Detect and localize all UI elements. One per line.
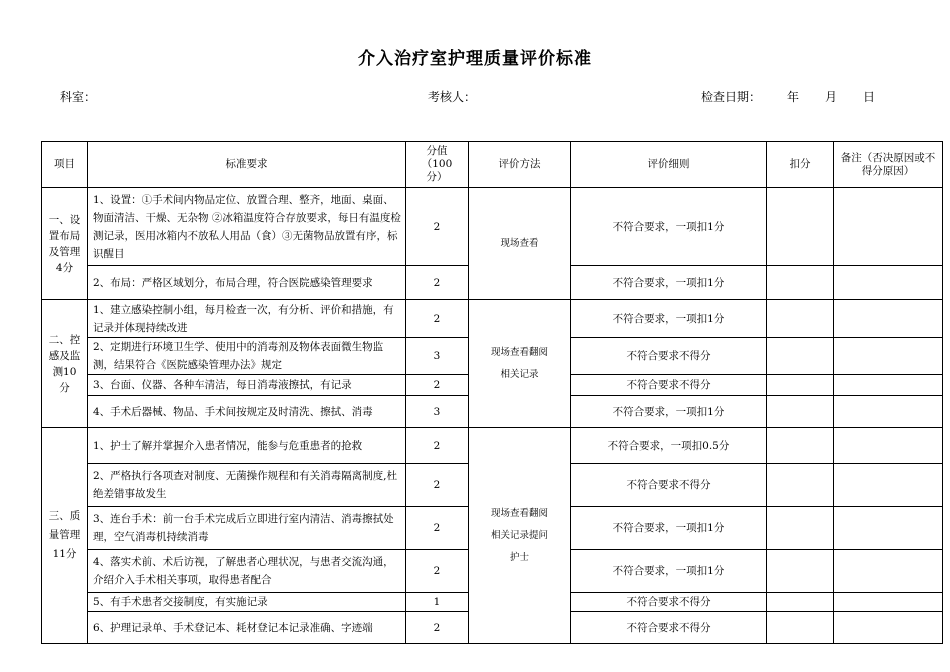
deduction-cell[interactable] [767, 266, 834, 300]
requirement-cell: 1、护士了解并掌握介入患者情况，能参与危重患者的抢救 [88, 428, 406, 464]
requirement-cell: 1、建立感染控制小组，每月检查一次，有分析、评价和措施，有记录并体现持续改进 [88, 300, 406, 338]
deduction-cell[interactable] [767, 593, 834, 612]
requirement-cell: 6、护理记录单、手术登记本、耗材登记本记录准确、字迹端 [88, 612, 406, 644]
detail-cell: 不符合要求，一项扣1分 [571, 266, 767, 300]
inspection-date-label: 检查日期： [701, 90, 762, 104]
detail-cell: 不符合要求不得分 [571, 593, 767, 612]
deduction-cell[interactable] [767, 188, 834, 266]
method-cell: 现场查看翻阅相关记录 [469, 300, 571, 428]
requirement-cell: 4、手术后器械、物品、手术间按规定及时清洗、擦拭、消毒 [88, 396, 406, 428]
header-item: 项目 [42, 142, 88, 188]
requirement-cell: 1、设置：①手术间内物品定位、放置合理、整齐，地面、桌面、物面清洁、干燥、无杂物 ②冰箱温度符合存放要求，每日有温度检测记录，医用冰箱内不放私人用品（食）③无菌物品放置有序，标识醒目 [88, 188, 406, 266]
score-cell: 2 [406, 612, 469, 644]
section-label: 一、设置布局及管理4分 [42, 188, 88, 300]
header-method: 评价方法 [469, 142, 571, 188]
remark-cell[interactable] [834, 188, 943, 266]
header-detail: 评价细则 [571, 142, 767, 188]
score-cell: 2 [406, 507, 469, 550]
requirement-cell: 5、有手术患者交接制度，有实施记录 [88, 593, 406, 612]
day-label: 日 [863, 90, 876, 104]
score-cell: 2 [406, 375, 469, 396]
year-label: 年 [787, 90, 800, 104]
requirement-cell: 2、定期进行环境卫生学、使用中的消毒剂及物体表面微生物监测，结果符合《医院感染管理办法》规定 [88, 338, 406, 375]
requirement-cell: 3、台面、仪器、各种车清洁，每日消毒液擦拭，有记录 [88, 375, 406, 396]
score-cell: 2 [406, 188, 469, 266]
detail-cell: 不符合要求，一项扣1分 [571, 188, 767, 266]
detail-cell: 不符合要求，一项扣1分 [571, 550, 767, 593]
requirement-cell: 2、布局：严格区域划分，布局合理，符合医院感染管理要求 [88, 266, 406, 300]
score-cell: 2 [406, 428, 469, 464]
score-cell: 1 [406, 593, 469, 612]
remark-cell[interactable] [834, 300, 943, 338]
method-cell: 现场查看翻阅相关记录提问护士 [469, 428, 571, 644]
header-deduction: 扣分 [767, 142, 834, 188]
deduction-cell[interactable] [767, 612, 834, 644]
section-label: 三、质量管理11分 [42, 428, 88, 644]
page-title: 介入治疗室护理质量评价标准 [358, 49, 592, 69]
detail-cell: 不符合要求，一项扣1分 [571, 507, 767, 550]
deduction-cell[interactable] [767, 550, 834, 593]
inspection-date [701, 88, 875, 105]
requirement-cell: 3、连台手术：前一台手术完成后立即进行室内清洁、消毒擦拭处理，空气消毒机持续消毒 [88, 507, 406, 550]
header-remark: 备注（否决原因或不得分原因） [834, 142, 943, 188]
detail-cell: 不符合要求不得分 [571, 464, 767, 507]
deduction-cell[interactable] [767, 428, 834, 464]
detail-cell: 不符合要求，一项扣1分 [571, 396, 767, 428]
method-cell: 现场查看 [469, 188, 571, 300]
table-row [42, 188, 943, 266]
detail-cell: 不符合要求不得分 [571, 375, 767, 396]
deduction-cell[interactable] [767, 396, 834, 428]
score-cell: 3 [406, 396, 469, 428]
remark-cell[interactable] [834, 338, 943, 375]
section-label: 二、控感及监测10分 [42, 300, 88, 428]
header-requirement: 标准要求 [88, 142, 406, 188]
deduction-cell[interactable] [767, 464, 834, 507]
remark-cell[interactable] [834, 266, 943, 300]
remark-cell[interactable] [834, 428, 943, 464]
remark-cell[interactable] [834, 396, 943, 428]
score-cell: 3 [406, 338, 469, 375]
reviewer-label: 考核人： [428, 90, 477, 104]
requirement-cell: 4、落实术前、术后访视，了解患者心理状况，与患者交流沟通，介绍介入手术相关事项，取得患者配合 [88, 550, 406, 593]
detail-cell: 不符合要求，一项扣0.5分 [571, 428, 767, 464]
remark-cell[interactable] [834, 375, 943, 396]
remark-cell[interactable] [834, 464, 943, 507]
detail-cell: 不符合要求不得分 [571, 338, 767, 375]
header-score: 分值（100分） [406, 142, 469, 188]
requirement-cell: 2、严格执行各项查对制度、无菌操作规程和有关消毒隔离制度,杜绝差错事故发生 [88, 464, 406, 507]
detail-cell: 不符合要求不得分 [571, 612, 767, 644]
score-cell: 2 [406, 464, 469, 507]
remark-cell[interactable] [834, 612, 943, 644]
department-label: 科室： [60, 90, 97, 104]
remark-cell[interactable] [834, 507, 943, 550]
deduction-cell[interactable] [767, 338, 834, 375]
table-header-row [42, 142, 943, 188]
deduction-cell[interactable] [767, 375, 834, 396]
evaluation-table [41, 141, 943, 644]
score-cell: 2 [406, 300, 469, 338]
detail-cell: 不符合要求，一项扣1分 [571, 300, 767, 338]
deduction-cell[interactable] [767, 300, 834, 338]
score-cell: 2 [406, 266, 469, 300]
deduction-cell[interactable] [767, 507, 834, 550]
score-cell: 2 [406, 550, 469, 593]
table-row [42, 300, 943, 338]
remark-cell[interactable] [834, 550, 943, 593]
remark-cell[interactable] [834, 593, 943, 612]
month-label: 月 [825, 90, 838, 104]
table-row [42, 428, 943, 464]
